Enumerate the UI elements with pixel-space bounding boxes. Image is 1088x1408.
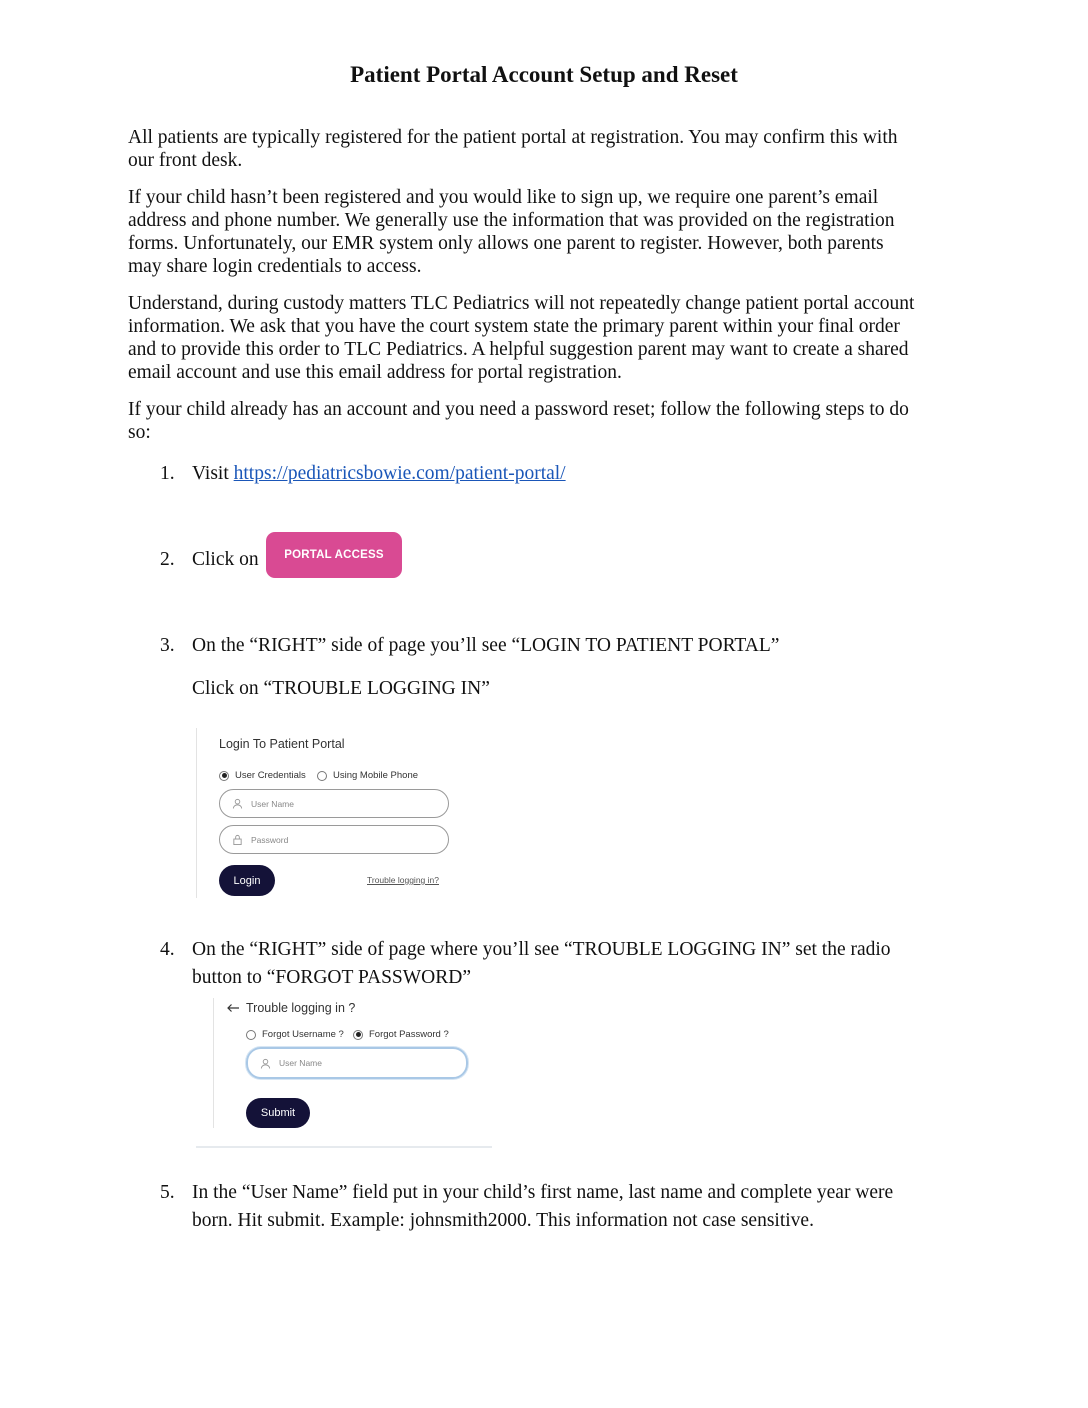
username-field[interactable]	[219, 789, 449, 818]
radio-selected-icon	[353, 1030, 363, 1040]
paragraph-line: so:	[128, 422, 151, 443]
login-title: Login To Patient Portal	[219, 737, 345, 751]
radio-user-credentials[interactable]	[219, 770, 306, 781]
radio-label: Using Mobile Phone	[333, 770, 419, 781]
portal-access-button[interactable]: PORTAL ACCESS	[266, 532, 402, 578]
user-icon	[260, 1058, 271, 1069]
radio-unselected-icon	[317, 771, 327, 781]
paragraph-line: information. We ask that you have the court system state the primary parent within your final order	[128, 316, 900, 337]
step-text: button to “FORGOT PASSWORD”	[192, 967, 471, 988]
step-text: On the “RIGHT” side of page where you’ll see “TROUBLE LOGGING IN” set the radio	[192, 939, 891, 960]
step-text: On the “RIGHT” side of page you’ll see “LOGIN TO PATIENT PORTAL”	[192, 635, 780, 656]
radio-label: User Credentials	[235, 770, 306, 781]
paragraph-line: If your child already has an account and you need a password reset; follow the following steps to do	[128, 399, 909, 420]
login-button[interactable]: Login	[219, 865, 275, 896]
step-text: In the “User Name” field put in your child’s first name, last name and complete year were	[192, 1182, 894, 1203]
paragraph-line: may share login credentials to access.	[128, 256, 422, 277]
paragraph-line: address and phone number. We generally use the information that was provided on the registration	[128, 210, 895, 231]
paragraph-registration	[128, 126, 958, 172]
paragraph-line: our front desk.	[128, 150, 243, 171]
paragraph-line: email account and use this email address for portal registration.	[128, 362, 622, 383]
trouble-logging-in-link[interactable]: Trouble logging in?	[367, 875, 439, 885]
paragraph-line: Understand, during custody matters TLC Pediatrics will not repeatedly change patient portal account	[128, 293, 915, 314]
user-icon	[232, 798, 243, 809]
step-number: 5.	[160, 1182, 175, 1203]
radio-mobile-phone[interactable]	[317, 770, 418, 781]
radio-label: Forgot Password ?	[369, 1029, 449, 1040]
page-title: Patient Portal Account Setup and Reset	[350, 62, 738, 87]
password-field[interactable]	[219, 825, 449, 854]
step-text: Click on “TROUBLE LOGGING IN”	[192, 678, 490, 699]
paragraph-line: All patients are typically registered for the patient portal at registration. You may confirm this with	[128, 127, 898, 148]
radio-forgot-username[interactable]	[246, 1029, 344, 1040]
back-arrow-icon[interactable]	[226, 1003, 240, 1013]
divider	[213, 998, 214, 1128]
paragraph-custody	[128, 292, 958, 384]
step-number: 4.	[160, 939, 175, 960]
lock-icon	[232, 834, 243, 845]
login-screenshot	[196, 728, 487, 898]
submit-button[interactable]: Submit	[246, 1098, 310, 1128]
step-text: Click on	[192, 549, 259, 570]
step-number: 2.	[160, 549, 175, 570]
paragraph-password-reset	[128, 398, 958, 444]
radio-label: Forgot Username ?	[262, 1029, 344, 1040]
step-text: born. Hit submit. Example: johnsmith2000. This information not case sensitive.	[192, 1210, 814, 1231]
patient-portal-link[interactable]: https://pediatricsbowie.com/patient-portal/	[233, 463, 566, 484]
paragraph-sign-up	[128, 186, 958, 278]
step-number: 1.	[160, 463, 175, 484]
trouble-title: Trouble logging in ?	[246, 1001, 356, 1015]
step-number: 3.	[160, 635, 175, 656]
paragraph-line: and to provide this order to TLC Pediatrics. A helpful suggestion parent may want to create a shared	[128, 339, 909, 360]
divider	[196, 1146, 492, 1148]
trouble-username-field[interactable]	[246, 1047, 468, 1079]
username-placeholder: User Name	[251, 798, 294, 809]
radio-unselected-icon	[246, 1030, 256, 1040]
password-placeholder: Password	[251, 834, 289, 845]
radio-forgot-password[interactable]	[353, 1029, 449, 1040]
paragraph-line: forms. Unfortunately, our EMR system only allows one parent to register. However, both parents	[128, 233, 884, 254]
radio-selected-icon	[219, 771, 229, 781]
paragraph-line: If your child hasn’t been registered and you would like to sign up, we require one parent’s email	[128, 187, 879, 208]
username-placeholder: User Name	[279, 1058, 322, 1068]
step-text: Visit	[192, 463, 234, 484]
trouble-screenshot	[196, 998, 492, 1150]
